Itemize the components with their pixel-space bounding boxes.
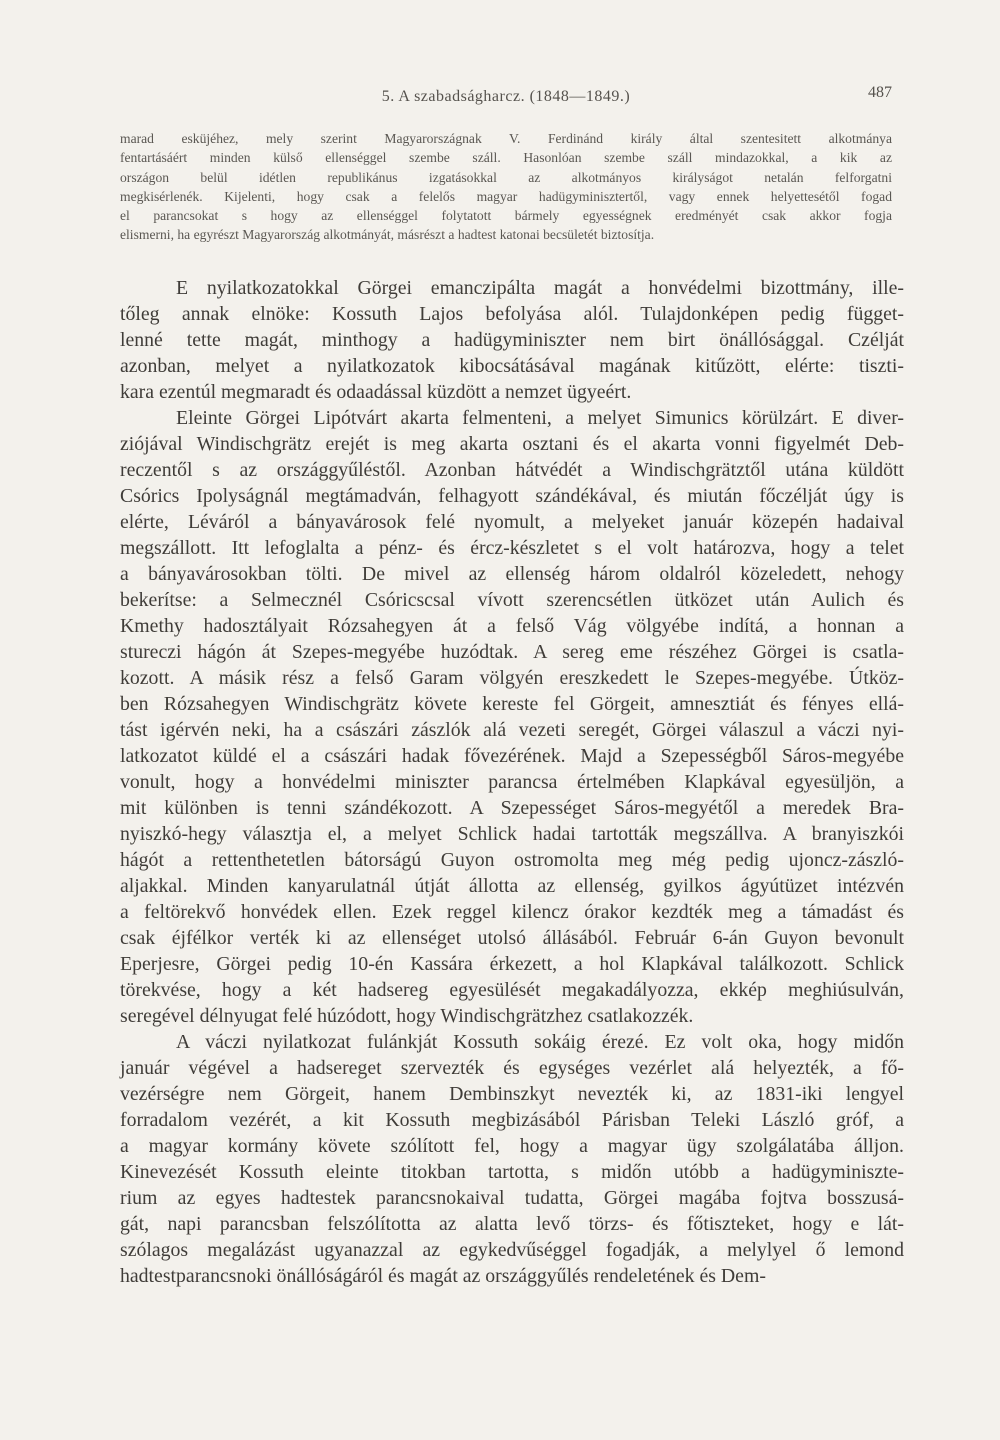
text-line: vonult, hogy a honvédelmi miniszter parancsa értelmében Klapkával egyesüljön, a [120,771,904,793]
text-line: tőleg annak elnöke: Kossuth Lajos befolyása alól. Tulajdonképen pedig függet- [120,303,904,325]
text-line: Kinevezését Kossuth eleinte titokban tartotta, s midőn utóbb a hadügyminiszte- [120,1161,904,1183]
text-line: január végével a hadsereget szervezték és egységes vezérlet alá helyezték, a fő- [120,1057,904,1079]
text-line: kozott. A másik rész a felső Garam völgyén ereszkedett le Szepes-megyébe. Útköz- [120,667,904,689]
text-line: Csórics Ipolyságnál megtámadván, felhagyott szándékával, és miután főczélját úgy is [120,485,904,507]
small-text-line: országon belül idétlen republikánus izgatásokkal az alkotmányos királyságot netalán felforgatni [120,169,892,185]
running-header [120,84,892,116]
footnote-style-quotation [120,129,892,245]
paragraph [120,1029,904,1289]
text-line: bekerítse: a Selmecznél Csóricscsal vívott szerencsétlen ütközet után Aulich és [120,589,904,611]
text-line: rium az egyes hadtestek parancsnokaival tudatta, Görgei magába fojtva bosszusá- [120,1187,904,1209]
small-text-line: el parancsokat s hogy az ellenséggel folytatott bármely egyességnek eredményét csak akkor fogja [120,208,892,224]
text-line: lenné tette magát, minthogy a hadügyminiszter nem birt önállósággal. Czélját [120,329,904,351]
text-line: Kmethy hadosztályait Rózsahegyen át a felső Vág völgyébe indítá, a honnan a [120,615,904,637]
text-line: latkozatot küldé el a császári hadak fővezérének. Majd a Szepességből Sáros-megyébe [120,745,904,767]
text-line: a bányavárosokban tölti. De mivel az ellenség három oldalról közeledett, nehogy [120,563,904,585]
text-line: nyiszkó-hegy választja el, a melyet Schlick hadai tartották megszállva. A branyiszkói [120,823,904,845]
text-line: megszállott. Itt lefoglalta a pénz- és ércz-készletet s el volt határozva, hogy a telet [120,537,904,559]
text-line: mit különben is tenni szándékozott. A Szepességet Sáros-megyétől a meredek Bra- [120,797,904,819]
small-text-line: marad esküjéhez, mely szerint Magyarországnak V. Ferdinánd király által szentesitett alkotmánya [120,131,892,146]
text-line: azonban, melyet a nyilatkozatok kibocsátásával magának kitűzött, elérte: tiszti- [120,355,904,377]
small-text-line: fentartásáért minden külső ellenséggel szembe száll. Hasonlóan szembe száll mindazokkal, a kik az [120,150,892,166]
text-line: vezérségre nem Görgeit, hanem Dembinszkyt nevezték ki, az 1831-iki lengyel [120,1083,904,1105]
text-line: aljakkal. Minden kanyarulatnál útját állotta az ellenség, gyilkos ágyútüzet intézvén [120,875,904,897]
text-line: csak éjfélkor verték ki az ellenséget utolsó állásából. Február 6-án Guyon bevonult [120,927,904,949]
chapter-title: 5. A szabadságharcz. (1848—1849.) [381,88,631,105]
text-line: kara ezentúl megmaradt és odaadással küzdött a nemzet ügyeért. [120,381,632,403]
text-line: E nyilatkozatokkal Görgei emanczipálta magát a honvédelmi bizottmány, ille- [176,277,904,299]
text-line: hágót a rettenthetetlen bátorságú Guyon ostromolta meg még pedig ujoncz-zászló- [120,849,904,871]
text-line: Eleinte Görgei Lipótvárt akarta felmenteni, a melyet Simunics körülzárt. E diver- [176,407,904,429]
text-line: elérte, Léváról a bányavárosok felé nyomult, a melyeket január közepén hadaival [120,511,904,533]
paragraph [120,275,904,405]
page-number: 487 [868,84,892,101]
text-line: gát, napi parancsban felszólította az alatta levő törzs- és főtiszteket, hogy e lát- [120,1213,904,1235]
paragraph [120,405,904,1029]
text-line: a magyar kormány követe szólított fel, hogy a magyar ügy szolgálatába álljon. [120,1135,904,1157]
small-text-line: elismerni, ha egyrészt Magyarország alkotmányát, másrészt a hadtest katonai becsületét biztosítja. [120,227,655,243]
text-line: Eperjesre, Görgei pedig 10-én Kassára érkezett, a hol Klapkával találkozott. Schlick [120,953,904,975]
text-line: tást igérvén neki, ha a császári zászlók alá vezeti seregét, Görgei válaszul a váczi nyi- [120,719,904,741]
text-line: forradalom vezérét, a kit Kossuth megbizásából Párisban Teleki László gróf, a [120,1109,904,1131]
text-line: ben Rózsahegyen Windischgrätz követe kereste fel Görgeit, amnesztiát és fényes ellá- [120,693,904,715]
small-text-line: megkisérlenék. Kijelenti, hogy csak a felelős magyar hadügyminisztertől, vagy ennek helyettesétől fogad [120,188,892,204]
text-line: szólagos megalázást ugyanazzal az egykedvűséggel fogadják, a melylyel ő lemond [120,1239,904,1261]
text-line: seregével délnyugat felé húzódott, hogy Windischgrätzhez csatlakozzék. [120,1005,694,1027]
text-line: törekvése, hogy a két hadsereg egyesülését megakadályozza, ekkép meghiúsulván, [120,979,904,1001]
text-line: hadtestparancsnoki önállóságáról és magát az országgyűlés rendeletének és Dem- [120,1265,766,1287]
text-line: a feltörekvő honvédek ellen. Ezek reggel kilencz órakor kezdték meg a támadást és [120,901,904,923]
main-text [120,275,904,1289]
text-line: reczentől s az országgyűléstől. Azonban hátvédét a Windischgrätztől utána küldött [120,459,904,481]
text-line: stureczi hágón át Szepes-megyébe huzódtak. A sereg eme részéhez Görgei is csatla- [120,641,904,663]
text-line: A váczi nyilatkozat fulánkját Kossuth sokáig érezé. Ez volt oka, hogy midőn [176,1031,904,1053]
text-line: ziójával Windischgrätz erejét is meg akarta osztani és el akarta vonni figyelmét Deb- [120,433,904,455]
